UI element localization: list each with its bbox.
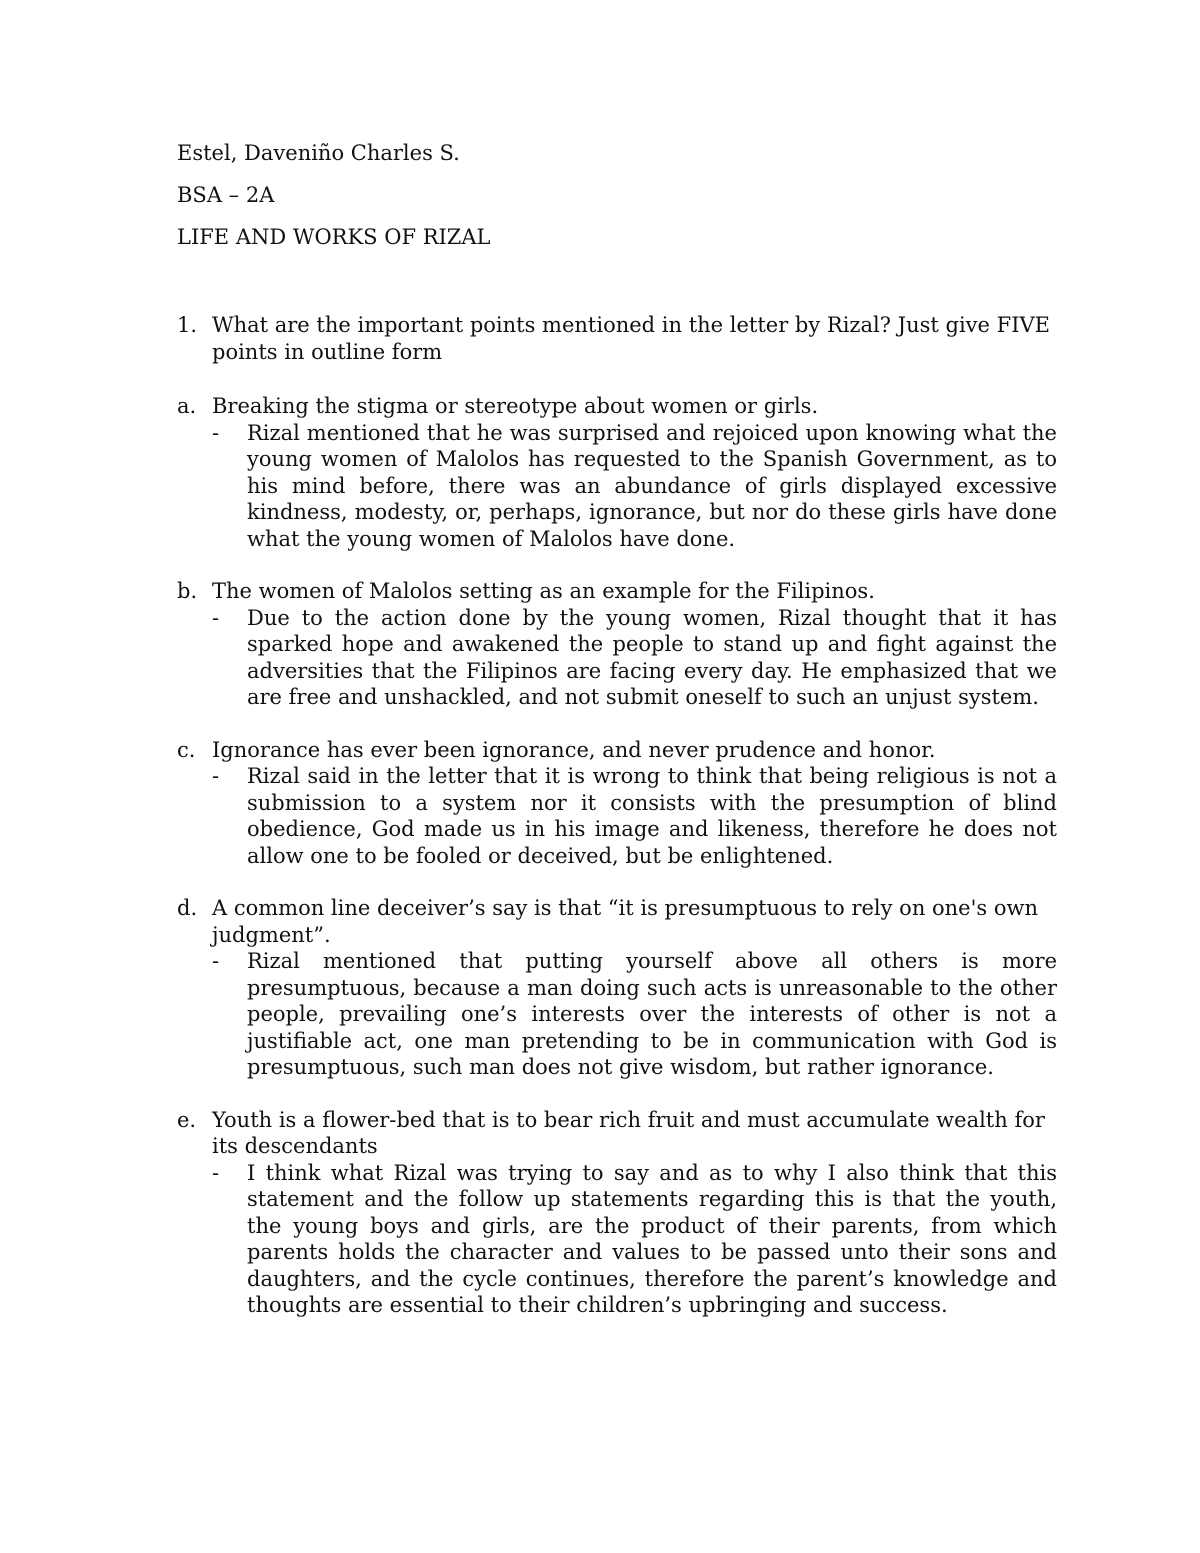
document-header [177, 140, 491, 266]
subject-title: LIFE AND WORKS OF RIZAL [177, 225, 491, 249]
document-body [177, 312, 1057, 1345]
point-bullet [177, 763, 1057, 869]
question-text: What are the important points mentioned in the letter by Rizal? Just give FIVE points in outline form [212, 313, 1050, 364]
bullet-dash: - [212, 1160, 220, 1185]
student-section: BSA – 2A [177, 183, 275, 207]
point-bullet [177, 948, 1057, 1081]
point-c [177, 737, 1057, 870]
point-bullet [177, 605, 1057, 711]
point-letter: b. [177, 579, 198, 603]
bullet-dash: - [212, 605, 220, 630]
point-heading-row [177, 578, 1057, 605]
bullet-dash: - [212, 420, 220, 445]
student-name: Estel, Daveniño Charles S. [177, 141, 460, 165]
point-letter: d. [177, 896, 198, 920]
point-b [177, 578, 1057, 711]
point-heading: The women of Malolos setting as an example for the Filipinos. [212, 579, 875, 603]
bullet-text: Rizal mentioned that he was surprised and rejoiced upon knowing what the young women of Malolos has requested to the Spanish Government, as to his mind before, there was an abundance of girls displayed excessive kindness, modesty, or, perhaps, ignorance, but nor do these girls have done what the young women of Malolos have done. [247, 420, 1057, 551]
point-d [177, 895, 1057, 1081]
point-bullet [177, 420, 1057, 553]
point-letter: a. [177, 394, 197, 418]
point-a [177, 393, 1057, 552]
point-heading-row [177, 895, 1057, 948]
point-e [177, 1107, 1057, 1319]
question-number: 1. [177, 313, 198, 337]
point-heading: Youth is a flower-bed that is to bear rich fruit and must accumulate wealth for its descendants [212, 1107, 1045, 1158]
point-letter: e. [177, 1107, 197, 1132]
point-letter: c. [177, 737, 196, 762]
bullet-dash: - [212, 949, 220, 973]
point-heading: A common line deceiver’s say is that “it is presumptuous to rely on one's own judgment”. [212, 896, 1038, 947]
bullet-text: Rizal said in the letter that it is wrong to think that being religious is not a submission to a system nor it consists with the presumption of blind obedience, God made us in his image and likeness, therefore he does not allow one to be fooled or deceived, but be enlightened. [247, 764, 1057, 868]
bullet-text: I think what Rizal was trying to say and as to why I also think that this statement and the follow up statements regarding this is that the youth, the young boys and girls, are the product of their parents, from which parents holds the character and values to be passed unto their sons and daughters, and the cycle continues, therefore the parent’s knowledge and thoughts are essential to their children’s upbringing and success. [247, 1160, 1057, 1317]
point-heading-row [177, 737, 1057, 764]
bullet-text: Due to the action done by the young women, Rizal thought that it has sparked hope and awakened the people to stand up and fight against the adversities that the Filipinos are facing every day. He emphasized that we are free and unshackled, and not submit oneself to such an unjust system. [247, 605, 1057, 709]
bullet-text: Rizal mentioned that putting yourself above all others is more presumptuous, because a man doing such acts is unreasonable to the other people, prevailing one’s interests over the interests of other is not a justifiable act, one man pretending to be in communication with God is presumptuous, such man does not give wisdom, but rather ignorance. [247, 949, 1057, 1079]
point-heading: Ignorance has ever been ignorance, and never prudence and honor. [212, 737, 936, 762]
bullet-dash: - [212, 764, 220, 788]
point-heading: Breaking the stigma or stereotype about women or girls. [212, 394, 819, 418]
point-bullet [177, 1160, 1057, 1319]
point-heading-row [177, 393, 1057, 420]
question-1 [177, 312, 1057, 365]
point-heading-row [177, 1107, 1057, 1160]
